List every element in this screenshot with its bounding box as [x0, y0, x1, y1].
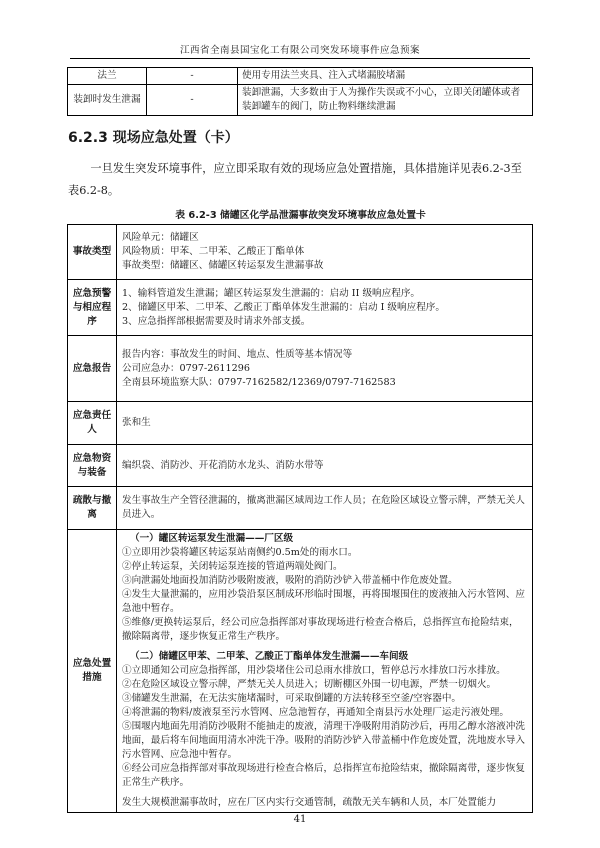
- text-line: 全南县环境监察大队：0797-7162582/12369/0797-7162583: [122, 376, 396, 388]
- row-value: [117, 280, 533, 336]
- measure-item: ④发生大量泄漏的，应用沙袋沿泵区制成环形临时围堰，再将围堰围住的废液抽入污水管网、应急池中暂存。: [122, 589, 525, 614]
- measure-item: ①立即通知公司应急指挥部，用沙袋堵住公司总雨水排放口，暂停总污水排放口污水排放。: [122, 665, 506, 676]
- text-line: 1、输料管道发生泄漏；罐区转运泵发生泄漏的：启动 II 级响应程序。: [122, 287, 421, 299]
- card-row-warning: [68, 280, 533, 336]
- table-cell: 装卸时发生泄漏: [68, 85, 147, 116]
- table-row: [68, 68, 533, 85]
- text-line: 报告内容：事故发生的时间、地点、性质等基本情况等: [122, 348, 353, 360]
- intro-paragraph: 一旦发生突发环境事件，应立即采取有效的现场应急处置措施，具体措施详见表6.2-3至表6.2-8。: [68, 162, 522, 197]
- row-value: 编织袋、消防沙、开花消防水龙头、消防水带等: [117, 445, 533, 487]
- table-cell: -: [147, 68, 238, 85]
- measure-item: ②在危险区域设立警示牌，严禁无关人员进入；切断棚区外围一切电源，严禁一切烟火。: [122, 679, 497, 690]
- card-row-responsible: [68, 402, 533, 445]
- row-label: 事故类型: [68, 225, 117, 280]
- text-line: 公司应急办：0797-2611296: [122, 362, 250, 374]
- table-cell: 法兰: [68, 68, 147, 85]
- running-header: 江西省全南县国宝化工有限公司突发环境事件应急预案: [179, 45, 420, 56]
- measure-item: ⑤围堰内地面先用消防沙吸附不能抽走的废液，清理干净吸附用消防沙后，再用乙醇水溶液冲洗地面，最后将车间地面用清水冲洗干净。吸附的消防沙铲入带盖桶中作危废处置，洗地废水导入污水管网、应急池中暂存。: [122, 721, 525, 760]
- measure-item: ⑤维修/更换转运泵后，经公司应急指挥部对事故现场进行检查合格后，总指挥宣布抢险结束，撤除隔离带，逐步恢复正常生产秩序。: [122, 617, 519, 642]
- measure-item: ⑥经公司应急指挥部对事故现场进行检查合格后，总指挥宣布抢险结束，撤除隔离带，逐步恢复正常生产秩序。: [122, 763, 525, 788]
- measure-item: ②停止转运泵，关闭转运泵连接的管道两端处阀门。: [122, 561, 343, 572]
- text-line: 事故类型：储罐区、储罐区转运泵发生泄漏事故: [122, 260, 324, 271]
- measure-item: ③储罐发生泄漏，在无法实施堵漏时，可采取倒罐的方法转移至空釜/空容器中。: [122, 693, 462, 704]
- row-value: [117, 336, 533, 402]
- section-heading: 6.2.3 现场应急处置（卡）: [68, 130, 239, 146]
- table-cell: 使用专用法兰夹具、注入式堵漏胶堵漏: [238, 68, 533, 85]
- card-row-evacuation: [68, 487, 533, 530]
- row-label: 应急处置措施: [68, 530, 117, 813]
- header-rule: [70, 58, 530, 59]
- row-value: 发生事故生产全管径泄漏的，撤离泄漏区域周边工作人员；在危险区域设立警示牌，严禁无关人员进入。: [117, 487, 533, 530]
- subsection-title: （一）罐区转运泵发生泄漏——厂区级: [130, 533, 294, 544]
- emergency-card-table: [67, 224, 533, 813]
- subsection-title: （二）储罐区甲苯、二甲苯、乙酸正丁酯单体发生泄漏——车间级: [130, 651, 409, 662]
- page-number: 41: [293, 814, 307, 825]
- measure-closing: 发生大规模泄漏事故时，应在厂区内实行交通管制，疏散无关车辆和人员，本厂处置能力: [122, 797, 497, 808]
- row-value: 张和生: [117, 402, 533, 445]
- table-cell: -: [147, 85, 238, 116]
- row-label: 应急预警与相应程序: [68, 280, 117, 336]
- text-line: 3、应急指挥部根据需要及时请求外部支援。: [122, 315, 311, 327]
- measure-item: ①立即用沙袋将罐区转运泵站南侧约0.5m处的雨水口。: [122, 547, 358, 558]
- table-caption: 表 6.2-3 储罐区化学品泄漏事故突发环境事故应急处置卡: [175, 210, 426, 221]
- card-row-measures: [68, 530, 533, 813]
- row-value: [117, 530, 533, 813]
- row-label: 应急报告: [68, 336, 117, 402]
- leak-source-table: [67, 67, 533, 116]
- text-line: 风险单元：储罐区: [122, 232, 199, 243]
- measure-item: ③向泄漏处地面投加消防沙吸附废液，吸附的消防沙铲入带盖桶中作危废处置。: [122, 575, 458, 586]
- row-value: [117, 225, 533, 280]
- table-cell: 装卸泄漏，大多数由于人为操作失误或不小心，立即关闭罐体或者装卸罐车的阀门，防止物料继续泄漏: [238, 85, 533, 116]
- row-label: 应急责任人: [68, 402, 117, 445]
- card-row-supplies: [68, 445, 533, 487]
- text-line: 风险物质：甲苯、二甲苯、乙酸正丁酯单体: [122, 246, 305, 257]
- text-line: 2、储罐区甲苯、二甲苯、乙酸正丁酯单体发生泄漏的：启动 I 级响应程序。: [122, 301, 445, 313]
- table-row: [68, 85, 533, 116]
- measure-item: ④将泄漏的物料/废液泵至污水管网、应急池暂存，再通知全南县污水处理厂运走污液处理。: [122, 707, 509, 718]
- row-label: 疏散与撤离: [68, 487, 117, 530]
- row-label: 应急物资与装备: [68, 445, 117, 487]
- card-row-event-type: [68, 225, 533, 280]
- card-row-report: [68, 336, 533, 402]
